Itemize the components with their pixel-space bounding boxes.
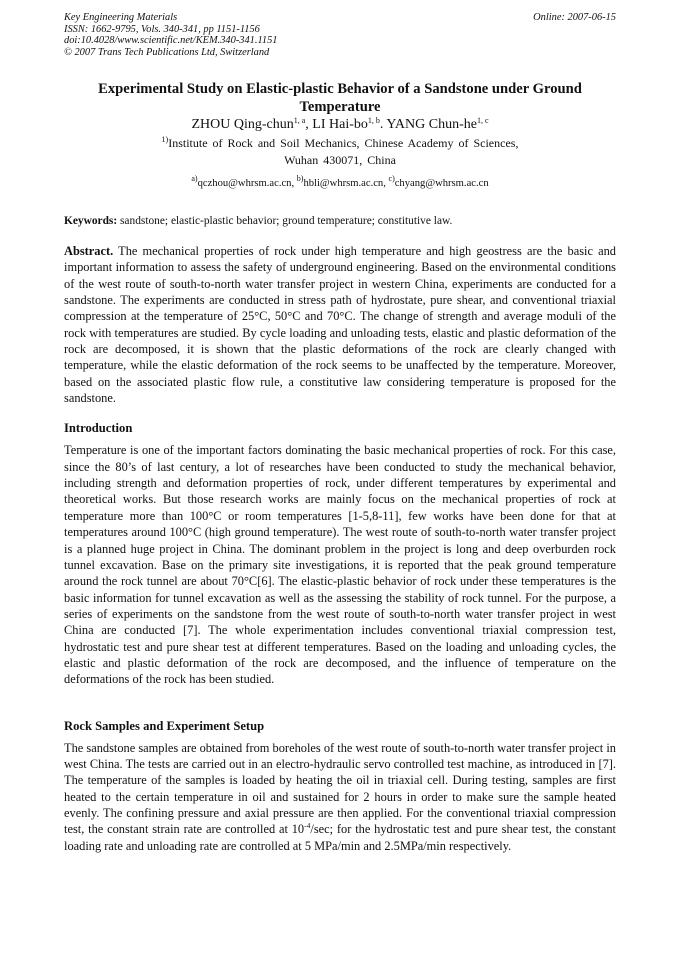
author-superscript: 1, c (476, 116, 489, 125)
online-date: Online: 2007-06-15 (533, 12, 616, 23)
affiliation (64, 135, 616, 169)
abstract-text: The mechanical properties of rock under high temperature and high geostress are the basic and important information to assess the safety of underground engineering. Based on the environmental conditions of the west route of south-to-north water transfer project in western China, experiments are conducted for a sandstone. The experiments are conducted in stress path of hydrostate, pure shear, and conventional triaxial compression at the temperature of 25°C, 50°C and 70°C. The change of strength and average moduli of the rock with temperatures are studied. By cycle loading and unloading tests, elastic and plastic deformation of the rock are decomposed, it is shown that the plastic deformations of the rock are clearly changed with temperature, while the elastic deformation of the rock seems to be unaffected by the temperature. Moreover, based on the associated plastic flow rule, a constitutive law considering temperature is proposed for the sandstone. (64, 244, 616, 406)
email-link[interactable]: chyang@whrsm.ac.cn (394, 178, 489, 189)
journal-name: Key Engineering Materials (64, 12, 178, 23)
keywords-label: Keywords: (64, 215, 118, 227)
author-superscript: 1, b (367, 116, 380, 125)
paper-page (64, 12, 616, 854)
paper-title: Experimental Study on Elastic-plastic Behavior of a Sandstone under Ground Temperature (98, 81, 582, 115)
rock-samples-paragraph (64, 740, 616, 854)
exponent: -4 (304, 821, 311, 831)
author-name: . YANG Chun-he (379, 117, 477, 132)
email-superscript: a) (191, 174, 198, 183)
keywords-text: sandstone; elastic-plastic behavior; ground temperature; constitutive law. (117, 215, 453, 227)
email-superscript: c) (388, 174, 395, 183)
introduction-paragraph: Temperature is one of the important factors dominating the basic mechanical properties of rock. For this case, since the 80’s of last century, a lot of researches have been conducted to study the mechanical behavior, including strength and deformation properties of rock, under different temperatures by experimental and theoretical works. But those research works are mainly focus on the mechanical properties of rock at temperature more than 100°C or room temperatures [1-5,8-11], few works have been done for that at temperatures around 100°C (high ground temperature). The west route of south-to-north water transfer project is a planned huge project in China. The dominant problem in the project is long and deep overburden rock tunnel excavation. Base on the primary site investigations, it is reported that the peak ground temperature around the rock tunnel are about 70°C[6]. The elastic-plastic behavior of rock under these temperatures is the basic information for tunnel excavation as well as the assessing the stability of rock tunnel. For the purpose, a series of experiments on the sandstone from the west route of south-to-north water transfer project in west China are conducted [7]. The whole experimentation includes conventional triaxial compression test, hydrostatic test and pure shear test at different temperatures. Based on the loading and unloading cycles, the elastic and plastic deformation of the rock are decomposed, and the influence of temperature on the deformations of the rock has been studied. (64, 443, 616, 687)
section-heading-introduction: Introduction (64, 421, 133, 436)
author-emails (64, 174, 616, 190)
email-superscript: b) (296, 174, 304, 183)
keywords (64, 214, 616, 228)
author-list (64, 116, 616, 134)
affiliation-line: Institute of Rock and Soil Mechanics, Chinese Academy of Sciences, (168, 136, 519, 150)
copyright-line: © 2007 Trans Tech Publications Ltd, Switzerland (64, 46, 270, 58)
email-link[interactable]: hbli@whrsm.ac.cn, (303, 178, 389, 189)
affiliation-line: Wuhan 430071, China (284, 153, 396, 167)
abstract (64, 243, 616, 406)
doi-line: doi:10.4028/www.scientific.net/KEM.340-341.1151 (64, 35, 278, 46)
author-name: , LI Hai-bo (305, 117, 368, 132)
abstract-label: Abstract. (64, 244, 114, 258)
author-superscript: 1, a (293, 116, 306, 125)
paragraph-text: The sandstone samples are obtained from boreholes of the west route of south-to-north water transfer project in west China. The tests are carried out in an electro-hydraulic servo controlled test machine, as introduced in [7]. The temperature of the samples is loaded by heating the oil in triaxial cell. During testing, samples are first heated to the certain temperature in oil and sustained for 2 hours in order to make sure the sample heated evenly. The confining pressure and axial pressure are then applied. For the conventional triaxial compression test, the constant strain rate are controlled at 10 (64, 740, 616, 837)
journal-header (64, 12, 616, 58)
issn-line: ISSN: 1662-9795, Vols. 340-341, pp 1151-1156 (64, 23, 260, 35)
email-link[interactable]: qczhou@whrsm.ac.cn, (197, 178, 297, 189)
paragraph-text: /sec; for the hydrostatic test and pure shear test, the constant loading rate and unloading rate are controlled at 5 MPa/min and 2.5MPa/min respectively. (64, 822, 616, 853)
section-heading-rock-samples: Rock Samples and Experiment Setup (64, 718, 265, 733)
affiliation-superscript: 1) (161, 135, 169, 144)
author-name: ZHOU Qing-chun (191, 117, 294, 132)
